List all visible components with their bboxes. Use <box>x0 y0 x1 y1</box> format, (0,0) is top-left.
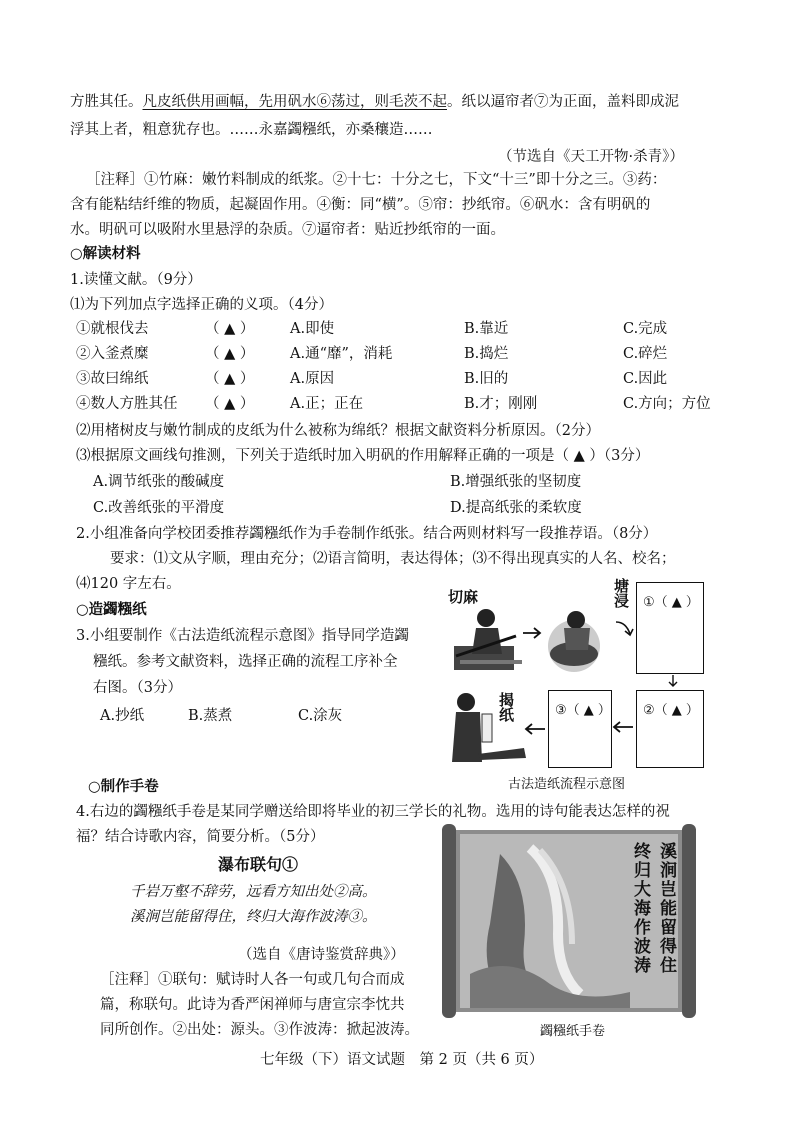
paper-stack-illustration <box>476 746 528 762</box>
step-label-cut: 切麻 <box>448 588 479 606</box>
notes-line-2: 含有能粘结纤维的物质，起凝固作用。④衡：同“横”。⑤帘：抄纸帘。⑥矾水：含有明矾的 <box>70 197 651 213</box>
option-b: B.才；刚刚 <box>464 396 538 412</box>
answer-blank[interactable]: （ ▲ ） <box>205 346 255 362</box>
arrow-icon <box>610 720 634 734</box>
answer-blank[interactable]: （ ▲ ） <box>205 371 255 387</box>
diagram-caption: 古法造纸流程示意图 <box>508 777 626 792</box>
q1-title: 1.读懂文献。（9分） <box>70 272 202 288</box>
row-item: ④数人方胜其任 <box>76 396 178 412</box>
soaking-illustration <box>544 598 610 674</box>
answer-blank[interactable]: （ ▲ ） <box>205 321 255 337</box>
q1-opt-a: A.调节纸张的酸碱度 <box>93 474 225 490</box>
q2-title: 2.小组准备向学校团委推荐蠲糨纸作为手卷制作纸张。结合两则材料写一段推荐语。（8分） <box>76 526 658 542</box>
row-item: ③故曰绵纸 <box>76 371 149 387</box>
arrow-icon <box>522 626 544 640</box>
q1-opt-c: C.改善纸张的平滑度 <box>93 500 225 516</box>
q4-line-2: 福？结合诗歌内容，简要分析。（5分） <box>76 829 325 845</box>
section-heading-3: ○制作手卷 <box>88 778 159 795</box>
q4-line-1: 4.右边的蠲糨纸手卷是某同学赠送给即将毕业的初三学长的礼物。选用的诗句能表达怎样的祝 <box>76 804 670 820</box>
q3-opt-b: B.蒸煮 <box>188 708 233 724</box>
q2-requirements-2: ⑷120 字左右。 <box>76 576 181 592</box>
option-c: C.因此 <box>623 371 668 387</box>
poem-note-1: ［注释］①联句：赋诗时人各一句或几句合而成 <box>100 972 405 988</box>
option-a: A.正；正在 <box>290 396 364 412</box>
flow-box-1[interactable] <box>636 582 704 674</box>
text-line-2: 浮其上者，粗意犹存也。……永嘉蠲糨纸，亦桑穰造…… <box>70 122 433 138</box>
q3-opt-a: A.抄纸 <box>100 708 145 724</box>
option-a: A.通“靡”，消耗 <box>290 346 393 362</box>
option-b: B.靠近 <box>464 321 509 337</box>
section-heading-2: ○造蠲糨纸 <box>76 601 147 618</box>
poem-source: （选自《唐诗鉴赏辞典》） <box>238 947 405 963</box>
page-footer: 七年级（下）语文试题 第 2 页（共 6 页） <box>260 1052 544 1068</box>
box-3-label: ③（ ▲ ） <box>555 703 611 718</box>
row-item: ②入釜煮糜 <box>76 346 149 362</box>
arrow-icon <box>614 618 636 638</box>
poem-line-2: 溪涧岂能留得住，终归大海作波涛③。 <box>130 909 377 925</box>
q1-opt-b: B.增强纸张的坚韧度 <box>450 474 582 490</box>
option-b: B.旧的 <box>464 371 509 387</box>
row-item: ①就根伐去 <box>76 321 149 337</box>
poem-title: 瀑布联句① <box>218 855 299 874</box>
notes-line-1: ［注释］①竹麻：嫩竹料制成的纸浆。②十七：十分之七，下文“十三”即十分之三。③药： <box>86 172 667 188</box>
step-label-peel: 揭纸 <box>497 692 515 722</box>
scroll-calligraphy-col-2: 终归大海作波涛 <box>630 842 650 975</box>
flow-box-3[interactable] <box>548 690 612 768</box>
text-line-1: 方胜其任。凡皮纸供用画幅，先用矾水⑥荡过，则毛茨不起。纸以逼帘者⑦为正面，盖料即成泥 <box>70 94 679 110</box>
poem-note-3: 同所创作。②出处：源头。③作波涛：掀起波涛。 <box>100 1022 419 1038</box>
source-citation: （节选自《天工开物·杀青》） <box>498 149 684 165</box>
q1-sub3: ⑶根据原文画线句推测，下列关于造纸时加入明矾的作用解释正确的一项是（ ▲ ）（3分） <box>76 448 650 464</box>
box-2-label: ②（ ▲ ） <box>643 703 699 718</box>
option-a: A.即使 <box>290 321 335 337</box>
poem-line-1: 千岩万壑不辞劳，远看方知出处②高。 <box>130 884 377 900</box>
q1-sub2: ⑵用楮树皮与嫩竹制成的皮纸为什么被称为绵纸？根据文献资料分析原因。（2分） <box>76 423 600 439</box>
cutting-hemp-illustration <box>446 606 526 676</box>
notes-line-3: 水。明矾可以吸附水里悬浮的杂质。⑦逼帘者：贴近抄纸帘的一面。 <box>70 222 505 238</box>
q3-opt-c: C.涂灰 <box>298 708 343 724</box>
q1-opt-d: D.提高纸张的柔软度 <box>450 500 582 516</box>
q3-line-2: 糨纸。参考文献资料，选择正确的流程工序补全 <box>93 654 398 670</box>
q2-requirements: 要求：⑴文从字顺，理由充分；⑵语言简明，表达得体；⑶不得出现真实的人名、校名； <box>110 551 676 567</box>
answer-blank[interactable]: （ ▲ ） <box>205 396 255 412</box>
q3-line-1: 3.小组要制作《古法造纸流程示意图》指导同学造蠲 <box>76 628 409 644</box>
option-c: C.碎烂 <box>623 346 668 362</box>
box-1-label: ①（ ▲ ） <box>643 595 699 610</box>
q3-line-3: 右图。（3分） <box>93 680 182 696</box>
arrow-icon <box>666 674 680 688</box>
q1-sub1: ⑴为下列加点字选择正确的义项。（4分） <box>70 297 333 313</box>
scroll-image <box>440 824 698 1018</box>
arrow-icon <box>522 722 546 736</box>
flow-box-2[interactable] <box>636 690 704 768</box>
option-b: B.捣烂 <box>464 346 509 362</box>
scroll-caption: 蠲糨纸手卷 <box>540 1024 606 1039</box>
option-c: C.完成 <box>623 321 668 337</box>
scroll-calligraphy-col-1: 溪涧岂能留得住 <box>656 842 676 975</box>
step-label-soak: 塘浸 <box>612 578 630 608</box>
option-a: A.原因 <box>290 371 335 387</box>
section-heading-1: ○解读材料 <box>70 245 141 262</box>
option-c: C.方向；方位 <box>623 396 711 412</box>
poem-note-2: 篇，称联句。此诗为香严闲禅师与唐宣宗李忱共 <box>100 997 405 1013</box>
